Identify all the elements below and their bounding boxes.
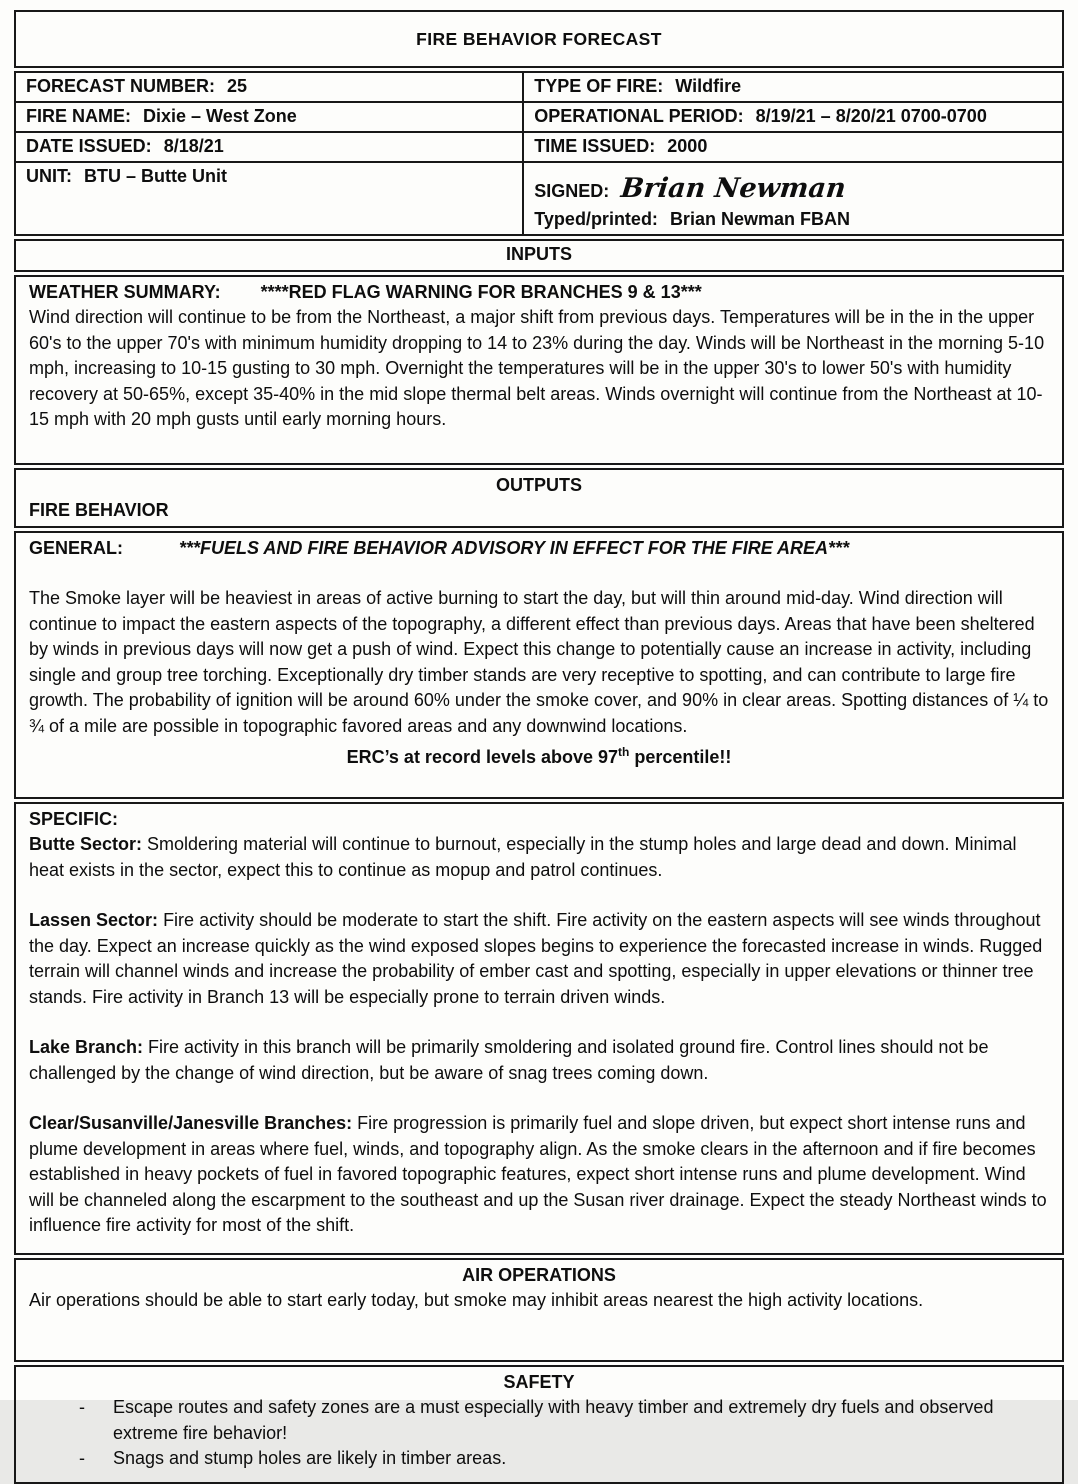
general-label: GENERAL:	[29, 537, 123, 558]
clear-susanville-janesville-text: Fire progression is primarily fuel and slope driven, but expect short intense runs and plume development in areas where fuel, winds, and topography align. As the smoke clears in the afternoon and if fire becomes established in heavy pockets of fuel in favored topographic features, expect short intense runs and plume development. Wind will be channeled along the escarpment to the southeast and up the Susan river drainage. Expect the steady Northeast winds to influence fire activity for most of the shift.	[29, 1113, 1047, 1235]
erc-note-text: ERC’s at record levels above 97	[346, 747, 619, 767]
type-of-fire-value: Wildfire	[675, 76, 742, 96]
general-heading	[29, 536, 1049, 562]
typed-printed-line	[534, 209, 1052, 230]
weather-summary-section	[14, 275, 1064, 465]
typed-printed-value: Brian Newman FBAN	[669, 209, 850, 229]
time-issued-value: 2000	[667, 136, 708, 156]
table-row	[15, 72, 1063, 102]
lake-branch-paragraph	[29, 1035, 1049, 1086]
weather-summary-label: WEATHER SUMMARY:	[29, 281, 221, 302]
inputs-title: INPUTS	[505, 244, 572, 264]
butte-sector-paragraph	[29, 832, 1049, 883]
date-issued-cell	[15, 132, 523, 162]
inputs-section-header	[14, 239, 1064, 272]
lake-branch-text: Fire activity in this branch will be primarily smoldering and isolated ground fire. Control lines should not be challenged by the change of wind direction, but be aware of snag trees coming down.	[29, 1037, 989, 1083]
operational-period-cell	[523, 102, 1063, 132]
signed-label: SIGNED:	[534, 181, 610, 201]
unit-cell	[15, 162, 523, 235]
weather-summary-heading	[29, 280, 1049, 306]
outputs-section-header	[14, 468, 1064, 528]
operational-period-value: 8/19/21 – 8/20/21 0700-0700	[755, 106, 987, 126]
table-row	[15, 102, 1063, 132]
bullet-dash: -	[79, 1448, 85, 1468]
general-text: The Smoke layer will be heaviest in areas of active burning to start the day, but will thin around mid-day. Wind direction will continue to impact the eastern aspects of the topography, a different effect than previous days. Areas that have been sheltered by winds in previous days will now get a push of wind. Expect this change to potentially cause an increase in activity, including single and group tree torching. Exceptionally dry timber stands are very receptive to spotting, and can contribute to large fire growth. The probability of ignition will be around 60% under the smoke cover, and 90% in clear areas. Spotting distances of ¼ to ¾ of a mile are possible in topographic favored areas and any downwind locations.	[29, 588, 1049, 736]
fire-name-cell	[15, 102, 523, 132]
specific-label: SPECIFIC:	[29, 808, 119, 829]
erc-note	[29, 740, 1049, 771]
air-operations-title: AIR OPERATIONS	[462, 1264, 616, 1285]
butte-sector-label: Butte Sector:	[29, 834, 143, 854]
lassen-sector-text: Fire activity should be moderate to start the shift. Fire activity on the eastern aspects will see winds throughout the day. Expect an increase quickly as the wind exposed slopes begins to experience the forecasted increase in winds. Rugged terrain will channel winds and increase the probability of ember cast and spotting, especially in upper elevations or thinner tree stands. Fire activity in Branch 13 will be especially prone to terrain driven winds.	[29, 910, 1043, 1007]
fuels-advisory: ***FUELS AND FIRE BEHAVIOR ADVISORY IN EFFECT FOR THE FIRE AREA***	[179, 537, 850, 558]
air-operations-text: Air operations should be able to start early today, but smoke may inhibit areas nearest the high activity locations.	[29, 1290, 924, 1310]
signature-handwritten: Brian Newman	[619, 173, 848, 204]
air-operations-section	[14, 1258, 1064, 1362]
table-row	[15, 132, 1063, 162]
lassen-sector-label: Lassen Sector:	[29, 910, 159, 930]
weather-summary-text: Wind direction will continue to be from the Northeast, a major shift from previous days. Temperatures will be in the in the upper 60's to the upper 70's with minimum humidity dropping to 14 to 23% during the day. Winds will be Northeast in the morning 5-10 mph, increasing to 10-15 gusting to 30 mph. Overnight the temperatures will be in the upper 30's to lower 50's with humidity recovery at 50-65%, except 35-40% in the mid slope thermal belt areas. Winds overnight will continue from the Northeast at 10-15 mph with 20 mph gusts until early morning hours.	[29, 307, 1045, 429]
red-flag-warning: ****RED FLAG WARNING FOR BRANCHES 9 & 13***	[260, 281, 702, 302]
type-of-fire-label: TYPE OF FIRE:	[534, 76, 664, 96]
unit-label: UNIT:	[26, 166, 72, 186]
butte-sector-text: Smoldering material will continue to burnout, especially in the stump holes and large dead and down. Minimal heat exists in the sector, expect this to continue as mopup and patrol continues.	[29, 834, 1017, 880]
forecast-number-cell	[15, 72, 523, 102]
time-issued-cell	[523, 132, 1063, 162]
unit-value: BTU – Butte Unit	[84, 166, 227, 186]
general-section	[14, 531, 1064, 799]
header-table	[14, 71, 1064, 236]
page-title: FIRE BEHAVIOR FORECAST	[416, 28, 662, 49]
type-of-fire-cell	[523, 72, 1063, 102]
safety-section	[14, 1365, 1064, 1484]
operational-period-label: OPERATIONAL PERIOD:	[534, 106, 744, 126]
list-item	[29, 1395, 1049, 1446]
list-item	[29, 1446, 1049, 1472]
erc-note-superscript: th	[618, 745, 630, 759]
specific-section	[14, 802, 1064, 1255]
fire-behavior-label: FIRE BEHAVIOR	[29, 500, 169, 520]
safety-item-text: Escape routes and safety zones are a must especially with heavy timber and extremely dry fuels and observed extreme fire behavior!	[113, 1397, 994, 1443]
table-row	[15, 162, 1063, 235]
erc-note-tail: percentile!!	[629, 747, 732, 767]
typed-printed-label: Typed/printed:	[534, 209, 658, 229]
signed-line	[534, 166, 1052, 202]
lassen-sector-paragraph	[29, 908, 1049, 1010]
safety-title: SAFETY	[503, 1371, 575, 1392]
forecast-number-label: FORECAST NUMBER:	[26, 76, 215, 96]
bullet-dash: -	[79, 1397, 85, 1417]
date-issued-value: 8/18/21	[163, 136, 224, 156]
date-issued-label: DATE ISSUED:	[26, 136, 152, 156]
title-box	[14, 10, 1064, 68]
fire-name-label: FIRE NAME:	[26, 106, 131, 126]
fire-name-value: Dixie – West Zone	[143, 106, 297, 126]
time-issued-label: TIME ISSUED:	[534, 136, 656, 156]
signed-cell	[523, 162, 1063, 235]
outputs-title: OUTPUTS	[495, 474, 582, 495]
clear-susanville-janesville-label: Clear/Susanville/Janesville Branches:	[29, 1113, 353, 1133]
lake-branch-label: Lake Branch:	[29, 1037, 144, 1057]
forecast-number-value: 25	[227, 76, 248, 96]
clear-susanville-janesville-paragraph	[29, 1111, 1049, 1239]
safety-item-text: Snags and stump holes are likely in timber areas.	[113, 1448, 507, 1468]
